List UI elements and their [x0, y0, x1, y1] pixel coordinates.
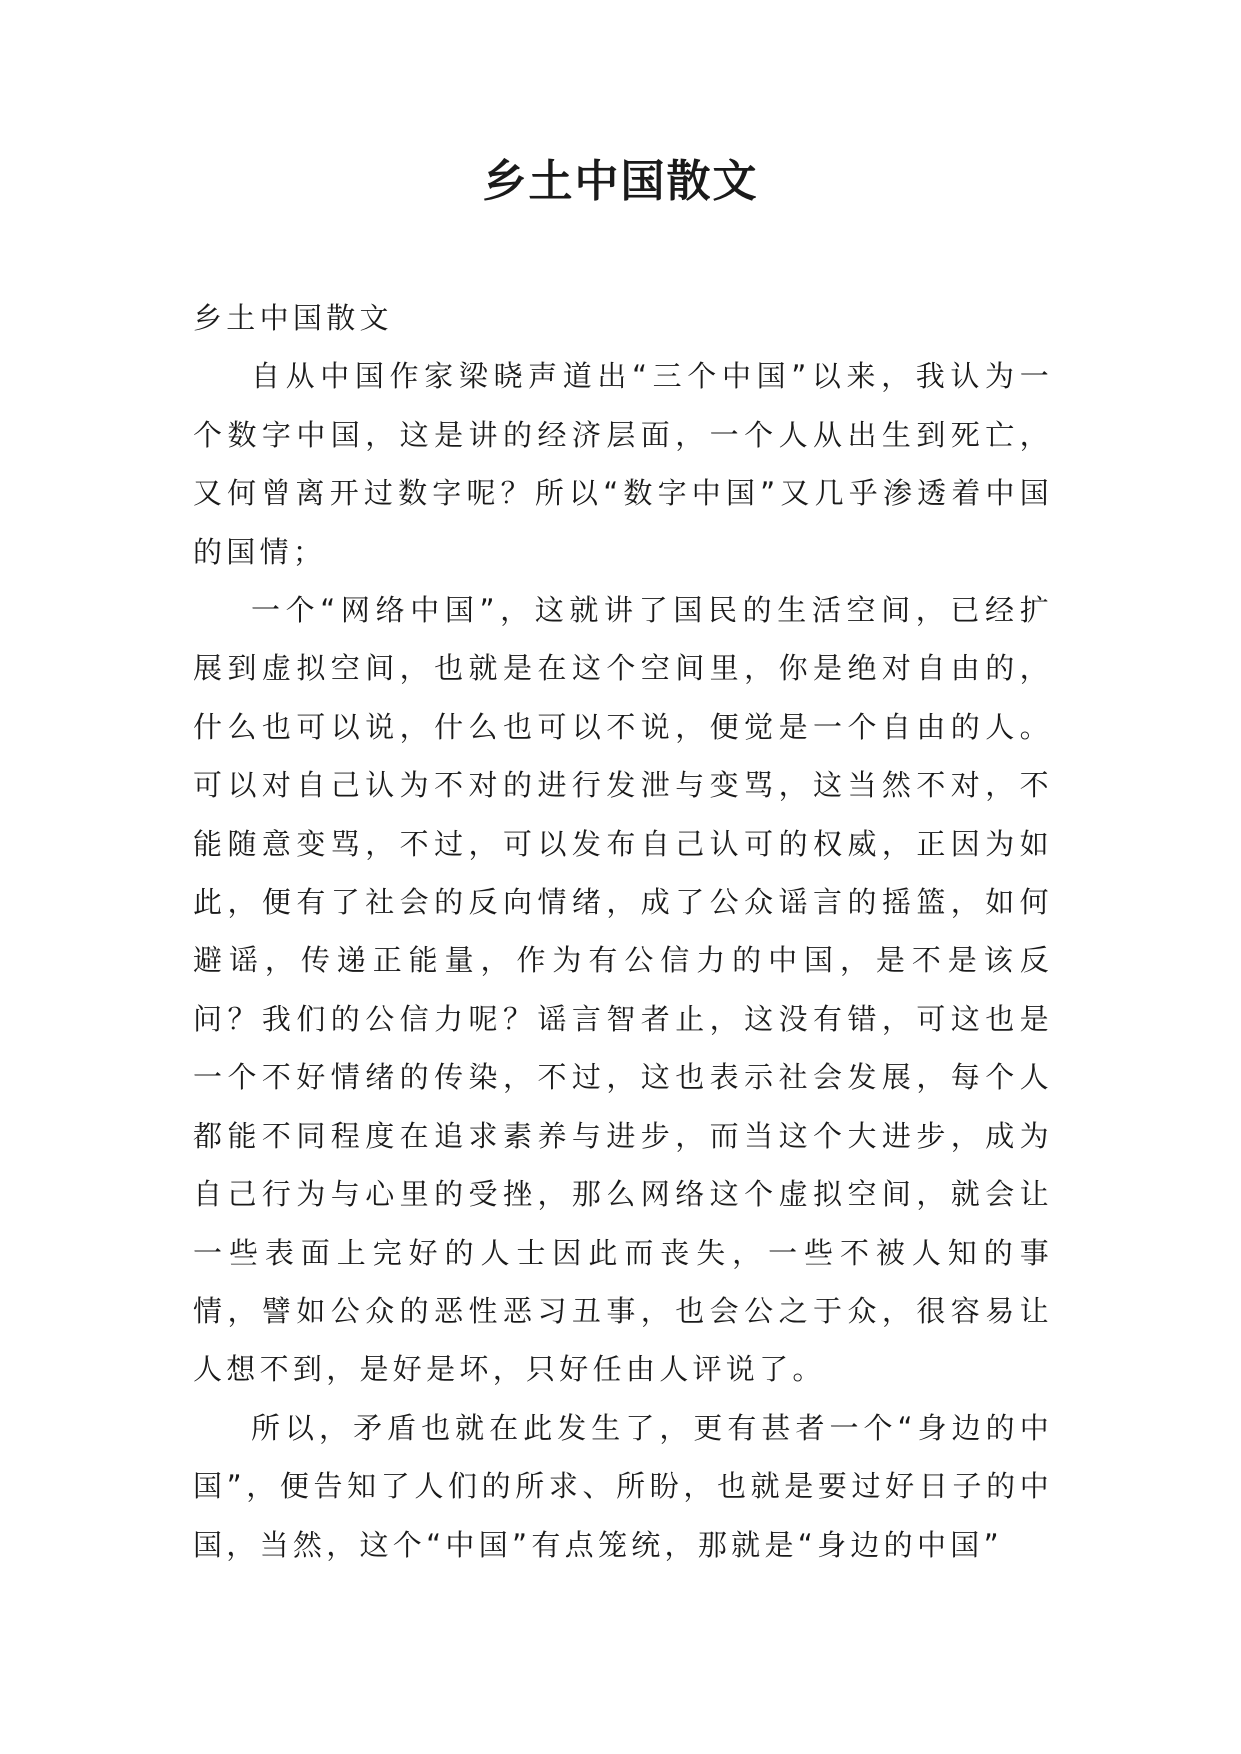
document-body — [193, 289, 1053, 1574]
paragraph-3: 所以，矛盾也就在此发生了，更有甚者一个“身边的中国”，便告知了人们的所求、所盼，也就是要过好日子的中国，当然，这个“中国”有点笼统，那就是“身边的中国” — [193, 1410, 1053, 1562]
document-title: 乡土中国散文 — [482, 156, 759, 207]
document-subtitle: 乡土中国散文 — [193, 301, 393, 335]
paragraph-2: 一个“网络中国”，这就讲了国民的生活空间，已经扩展到虚拟空间，也就是在这个空间里，你是绝对自由的，什么也可以说，什么也可以不说，便觉是一个自由的人。可以对自己认为不对的进行发泄与变骂，这当然不对，不能随意变骂，不过，可以发布自己认可的权威，正因为如此，便有了社会的反向情绪，成了公众谣言的摇篮，如何避谣，传递正能量，作为有公信力的中国，是不是该反问？我们的公信力呢？谣言智者止，这没有错，可这也是一个不好情绪的传染，不过，这也表示社会发展，每个人都能不同程度在追求素养与进步，而当这个大进步，成为自己行为与心里的受挫，那么网络这个虚拟空间，就会让一些表面上完好的人士因此而丧失，一些不被人知的事情，譬如公众的恶性恶习丑事，也会公之于众，很容易让人想不到，是好是坏，只好任由人评说了。 — [193, 593, 1053, 1387]
paragraph-1: 自从中国作家梁晓声道出“三个中国”以来，我认为一个数字中国，这是讲的经济层面，一个人从出生到死亡，又何曾离开过数字呢？所以“数字中国”又几乎渗透着中国的国情； — [193, 359, 1053, 569]
